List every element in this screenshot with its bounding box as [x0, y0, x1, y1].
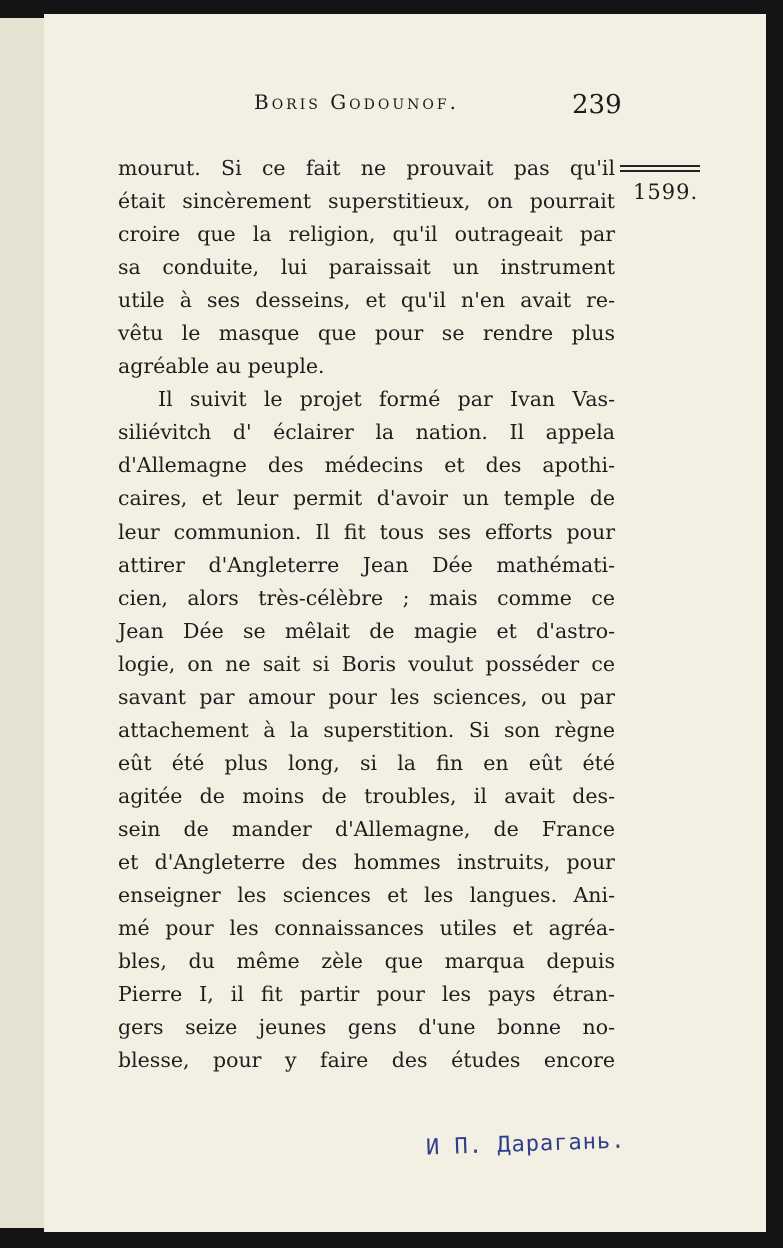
text-line: Pierre I, il fit partir pour les pays étran- [118, 982, 615, 1007]
text-line: caires, et leur permit d'avoir un temple de [118, 486, 615, 511]
text-line: agitée de moins de troubles, il avait des- [118, 783, 615, 808]
text-line: savant par amour pour les sciences, ou par [118, 684, 615, 709]
book-page [44, 14, 766, 1232]
text-line: gers seize jeunes gens d'une bonne no- [118, 1015, 615, 1040]
text-line: cien, alors très-célèbre ; mais comme ce [118, 585, 615, 610]
margin-year: 1599. [633, 180, 699, 204]
text-line: utile à ses desseins, et qu'il n'en avait re- [118, 288, 615, 313]
text-line: enseigner les sciences et les langues. Ani- [118, 883, 615, 908]
text-line: sein de mander d'Allemagne, de France [118, 816, 615, 841]
text-line: d'Allemagne des médecins et des apothi- [118, 453, 615, 478]
text-line: attachement à la superstition. Si son règne [118, 717, 615, 742]
ownership-stamp: И П. Дарагань. [425, 1128, 626, 1161]
text-line: leur communion. Il fit tous ses efforts pour [118, 519, 615, 544]
text-line: mourut. Si ce fait ne prouvait pas qu'il [118, 156, 615, 180]
text-line: attirer d'Angleterre Jean Dée mathémati- [118, 552, 615, 577]
text-line: logie, on ne sait si Boris voulut posséder ce [118, 651, 615, 676]
running-head [44, 90, 766, 130]
margin-rule [620, 165, 700, 175]
text-line: était sincèrement superstitieux, on pourrait [118, 189, 615, 214]
body-text [118, 152, 615, 1077]
text-line: Il suivit le projet formé par Ivan Vas- [158, 387, 615, 412]
text-line: et d'Angleterre des hommes instruits, pour [118, 849, 615, 874]
page-number: 239 [572, 90, 622, 120]
text-line: sa conduite, lui paraissait un instrument [118, 255, 615, 280]
text-line: siliévitch d' éclairer la nation. Il appela [118, 420, 615, 445]
text-line: blesse, pour y faire des études encore [118, 1048, 615, 1073]
text-line: croire que la religion, qu'il outrageait par [118, 222, 615, 247]
text-line: mé pour les connaissances utiles et agréa- [118, 916, 615, 941]
text-line: bles, du même zèle que marqua depuis [118, 949, 615, 974]
text-line: eût été plus long, si la fin en eût été [118, 750, 615, 775]
text-line: agréable au peuple. [118, 354, 325, 379]
facing-page-edge [0, 18, 46, 1228]
text-line: vêtu le masque que pour se rendre plus [118, 321, 615, 346]
text-line: Jean Dée se mêlait de magie et d'astro- [118, 618, 615, 643]
running-title: Boris Godounof. [254, 90, 459, 114]
